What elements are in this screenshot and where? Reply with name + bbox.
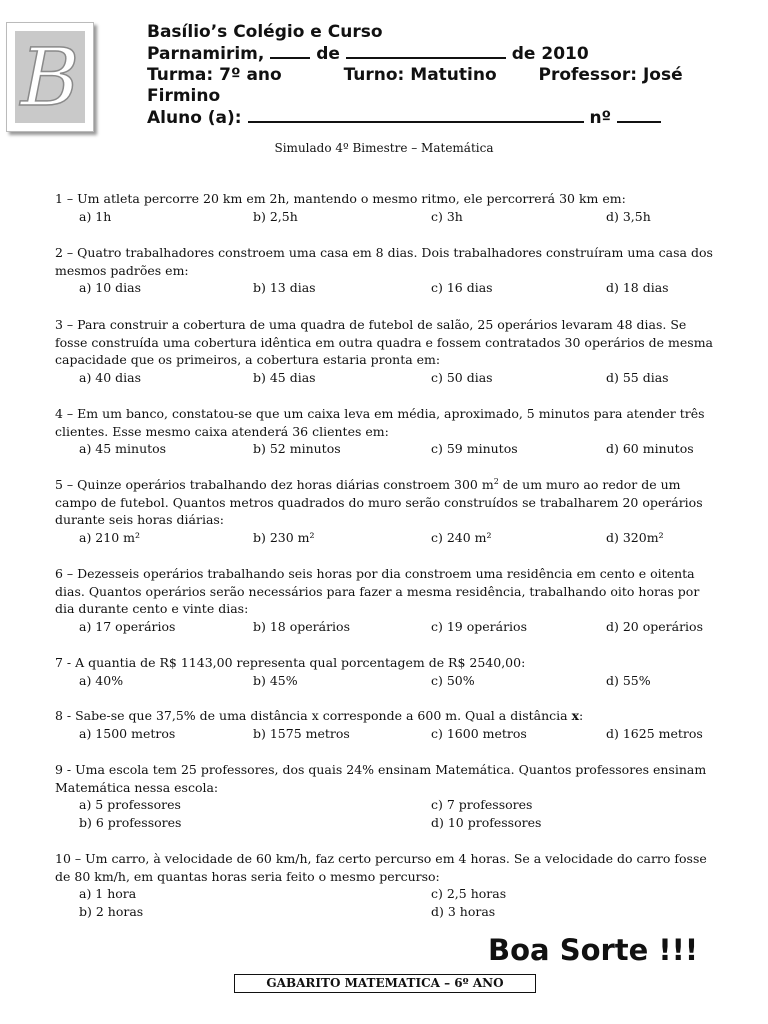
- question-1: [55, 190, 715, 226]
- option-b[interactable]: b) 45%: [253, 672, 298, 688]
- question-text: 6 – Dezesseis operários trabalhando seis horas por dia constroem uma residência em cento e oitenta dias. Quantos operários serão necessários para fazer a mesma residência, trabalhando oito horas por dia durante cento e vinte dias:: [55, 566, 700, 616]
- option-b[interactable]: b) 52 minutos: [253, 441, 341, 456]
- question-6: [55, 565, 715, 636]
- option-a[interactable]: a) 40%: [79, 672, 124, 688]
- question-text: 10 – Um carro, à velocidade de 60 km/h, faz certo percurso em 4 horas. Se a velocidade do carro fosse de 80 km/h, em quantas horas seria feito o mesmo percurso:: [55, 851, 707, 884]
- school-name: Basílio’s Colégio e Curso: [147, 22, 383, 42]
- option-d[interactable]: d) 20 operários: [606, 618, 703, 634]
- day-blank[interactable]: [270, 43, 310, 59]
- options-row-1: [55, 796, 715, 814]
- option-b[interactable]: b) 45 dias: [253, 369, 316, 385]
- option-b[interactable]: b) 230 m²: [253, 529, 315, 545]
- options-row-2: [55, 903, 715, 921]
- option-c[interactable]: c) 50 dias: [431, 369, 493, 385]
- option-d[interactable]: d) 18 dias: [606, 280, 669, 295]
- option-d[interactable]: d) 55%: [606, 672, 651, 688]
- options-row-1: [55, 885, 715, 903]
- header: [147, 22, 707, 129]
- options: [55, 725, 715, 743]
- option-c[interactable]: c) 59 minutos: [431, 441, 518, 456]
- option-a[interactable]: a) 1500 metros: [79, 725, 176, 741]
- option-a[interactable]: a) 210 m²: [79, 529, 140, 545]
- option-c[interactable]: c) 7 professores: [431, 797, 533, 812]
- question-text: 5 – Quinze operários trabalhando dez horas diárias constroem 300 $m^2$ de um muro ao redor de um campo de futebol. Quantos metros quadrados do muro serão construídos se trabalharem 20 operários durante seis horas diárias:: [55, 476, 703, 527]
- option-a[interactable]: a) 17 operários: [79, 618, 176, 634]
- student-name-blank[interactable]: [248, 107, 584, 123]
- student-line: Aluno (a): nº: [147, 107, 707, 129]
- question-text: 4 – Em um banco, constatou-se que um caixa leva em média, aproximado, 5 minutos para atender três clientes. Esse mesmo caixa atenderá 36 clientes em:: [55, 406, 705, 439]
- option-d[interactable]: d) 10 professores: [431, 815, 542, 830]
- option-a[interactable]: a) 1h: [79, 208, 112, 224]
- question-10: [55, 850, 715, 921]
- question-8: [55, 707, 715, 743]
- month-blank[interactable]: [346, 43, 506, 59]
- question-text: 1 – Um atleta percorre 20 km em 2h, mantendo o mesmo ritmo, ele percorrerá 30 km em:: [55, 191, 626, 206]
- option-c[interactable]: c) 3h: [431, 208, 463, 224]
- option-a[interactable]: a) 10 dias: [79, 280, 142, 295]
- school-logo: [6, 22, 94, 132]
- question-2: [55, 244, 715, 297]
- question-7: [55, 654, 715, 690]
- class-line: Turma: 7º ano Turno: Matutino Professor: José: [147, 65, 683, 85]
- option-c[interactable]: c) 19 operários: [431, 618, 527, 634]
- option-c[interactable]: c) 50%: [431, 672, 475, 688]
- option-b[interactable]: b) 6 professores: [79, 815, 182, 830]
- option-b[interactable]: b) 13 dias: [253, 280, 316, 295]
- question-text: 8 - Sabe-se que 37,5% de uma distância x corresponde a 600 m. Qual a distância x:: [55, 708, 584, 723]
- option-b[interactable]: b) 1575 metros: [253, 725, 350, 741]
- option-a[interactable]: a) 1 hora: [79, 886, 137, 901]
- option-c[interactable]: c) 1600 metros: [431, 725, 527, 741]
- option-d[interactable]: d) 60 minutos: [606, 441, 694, 456]
- option-d[interactable]: d) 320m²: [606, 529, 664, 545]
- option-a[interactable]: a) 45 minutos: [79, 441, 167, 456]
- question-4: [55, 405, 715, 458]
- student-number-blank[interactable]: [617, 107, 661, 123]
- good-luck-text: Boa Sorte !!!: [488, 933, 699, 967]
- options: [55, 279, 715, 297]
- options: [55, 672, 715, 690]
- option-d[interactable]: d) 3,5h: [606, 208, 651, 224]
- option-b[interactable]: b) 18 operários: [253, 618, 350, 634]
- option-c[interactable]: c) 240 m²: [431, 529, 492, 545]
- options: [55, 369, 715, 387]
- option-b[interactable]: b) 2 horas: [79, 904, 144, 919]
- question-9: [55, 761, 715, 832]
- options-row-2: [55, 814, 715, 832]
- options: [55, 208, 715, 226]
- question-text: 2 – Quatro trabalhadores constroem uma casa em 8 dias. Dois trabalhadores construíram uma casa dos mesmos padrões em:: [55, 245, 713, 278]
- option-d[interactable]: d) 1625 metros: [606, 725, 703, 741]
- option-a[interactable]: a) 40 dias: [79, 369, 142, 385]
- option-a[interactable]: a) 5 professores: [79, 797, 181, 812]
- professor-name: Firmino: [147, 86, 221, 106]
- options: [55, 618, 715, 636]
- exam-title: Simulado 4º Bimestre – Matemática: [274, 141, 494, 155]
- logo-background: [15, 31, 85, 123]
- option-c[interactable]: c) 2,5 horas: [431, 886, 507, 901]
- logo-letter: B: [20, 31, 80, 123]
- option-b[interactable]: b) 2,5h: [253, 208, 298, 224]
- question-text: 3 – Para construir a cobertura de uma quadra de futebol de salão, 25 operários levaram 48 dias. Se fosse construída uma cobertura idêntica em outra quadra e fossem contratados 30 operários de mesma capacidade que os primeiros, a cobertura estaria pronta em:: [55, 317, 714, 367]
- options: [55, 529, 715, 547]
- option-d[interactable]: d) 55 dias: [606, 369, 669, 385]
- question-3: [55, 316, 715, 387]
- logo-b-icon: [15, 31, 85, 123]
- answer-key-box: GABARITO MATEMATICA – 6º ANO: [234, 974, 536, 993]
- question-5: [55, 476, 715, 547]
- question-text: 9 - Uma escola tem 25 professores, dos quais 24% ensinam Matemática. Quantos professores ensinam Matemática nessa escola:: [55, 762, 707, 795]
- option-d[interactable]: d) 3 horas: [431, 904, 496, 919]
- question-text: 7 - A quantia de R$ 1143,00 representa qual porcentagem de R$ 2540,00:: [55, 655, 526, 670]
- option-c[interactable]: c) 16 dias: [431, 280, 493, 295]
- date-line: Parnamirim, de de 2010: [147, 44, 589, 64]
- options: [55, 440, 715, 458]
